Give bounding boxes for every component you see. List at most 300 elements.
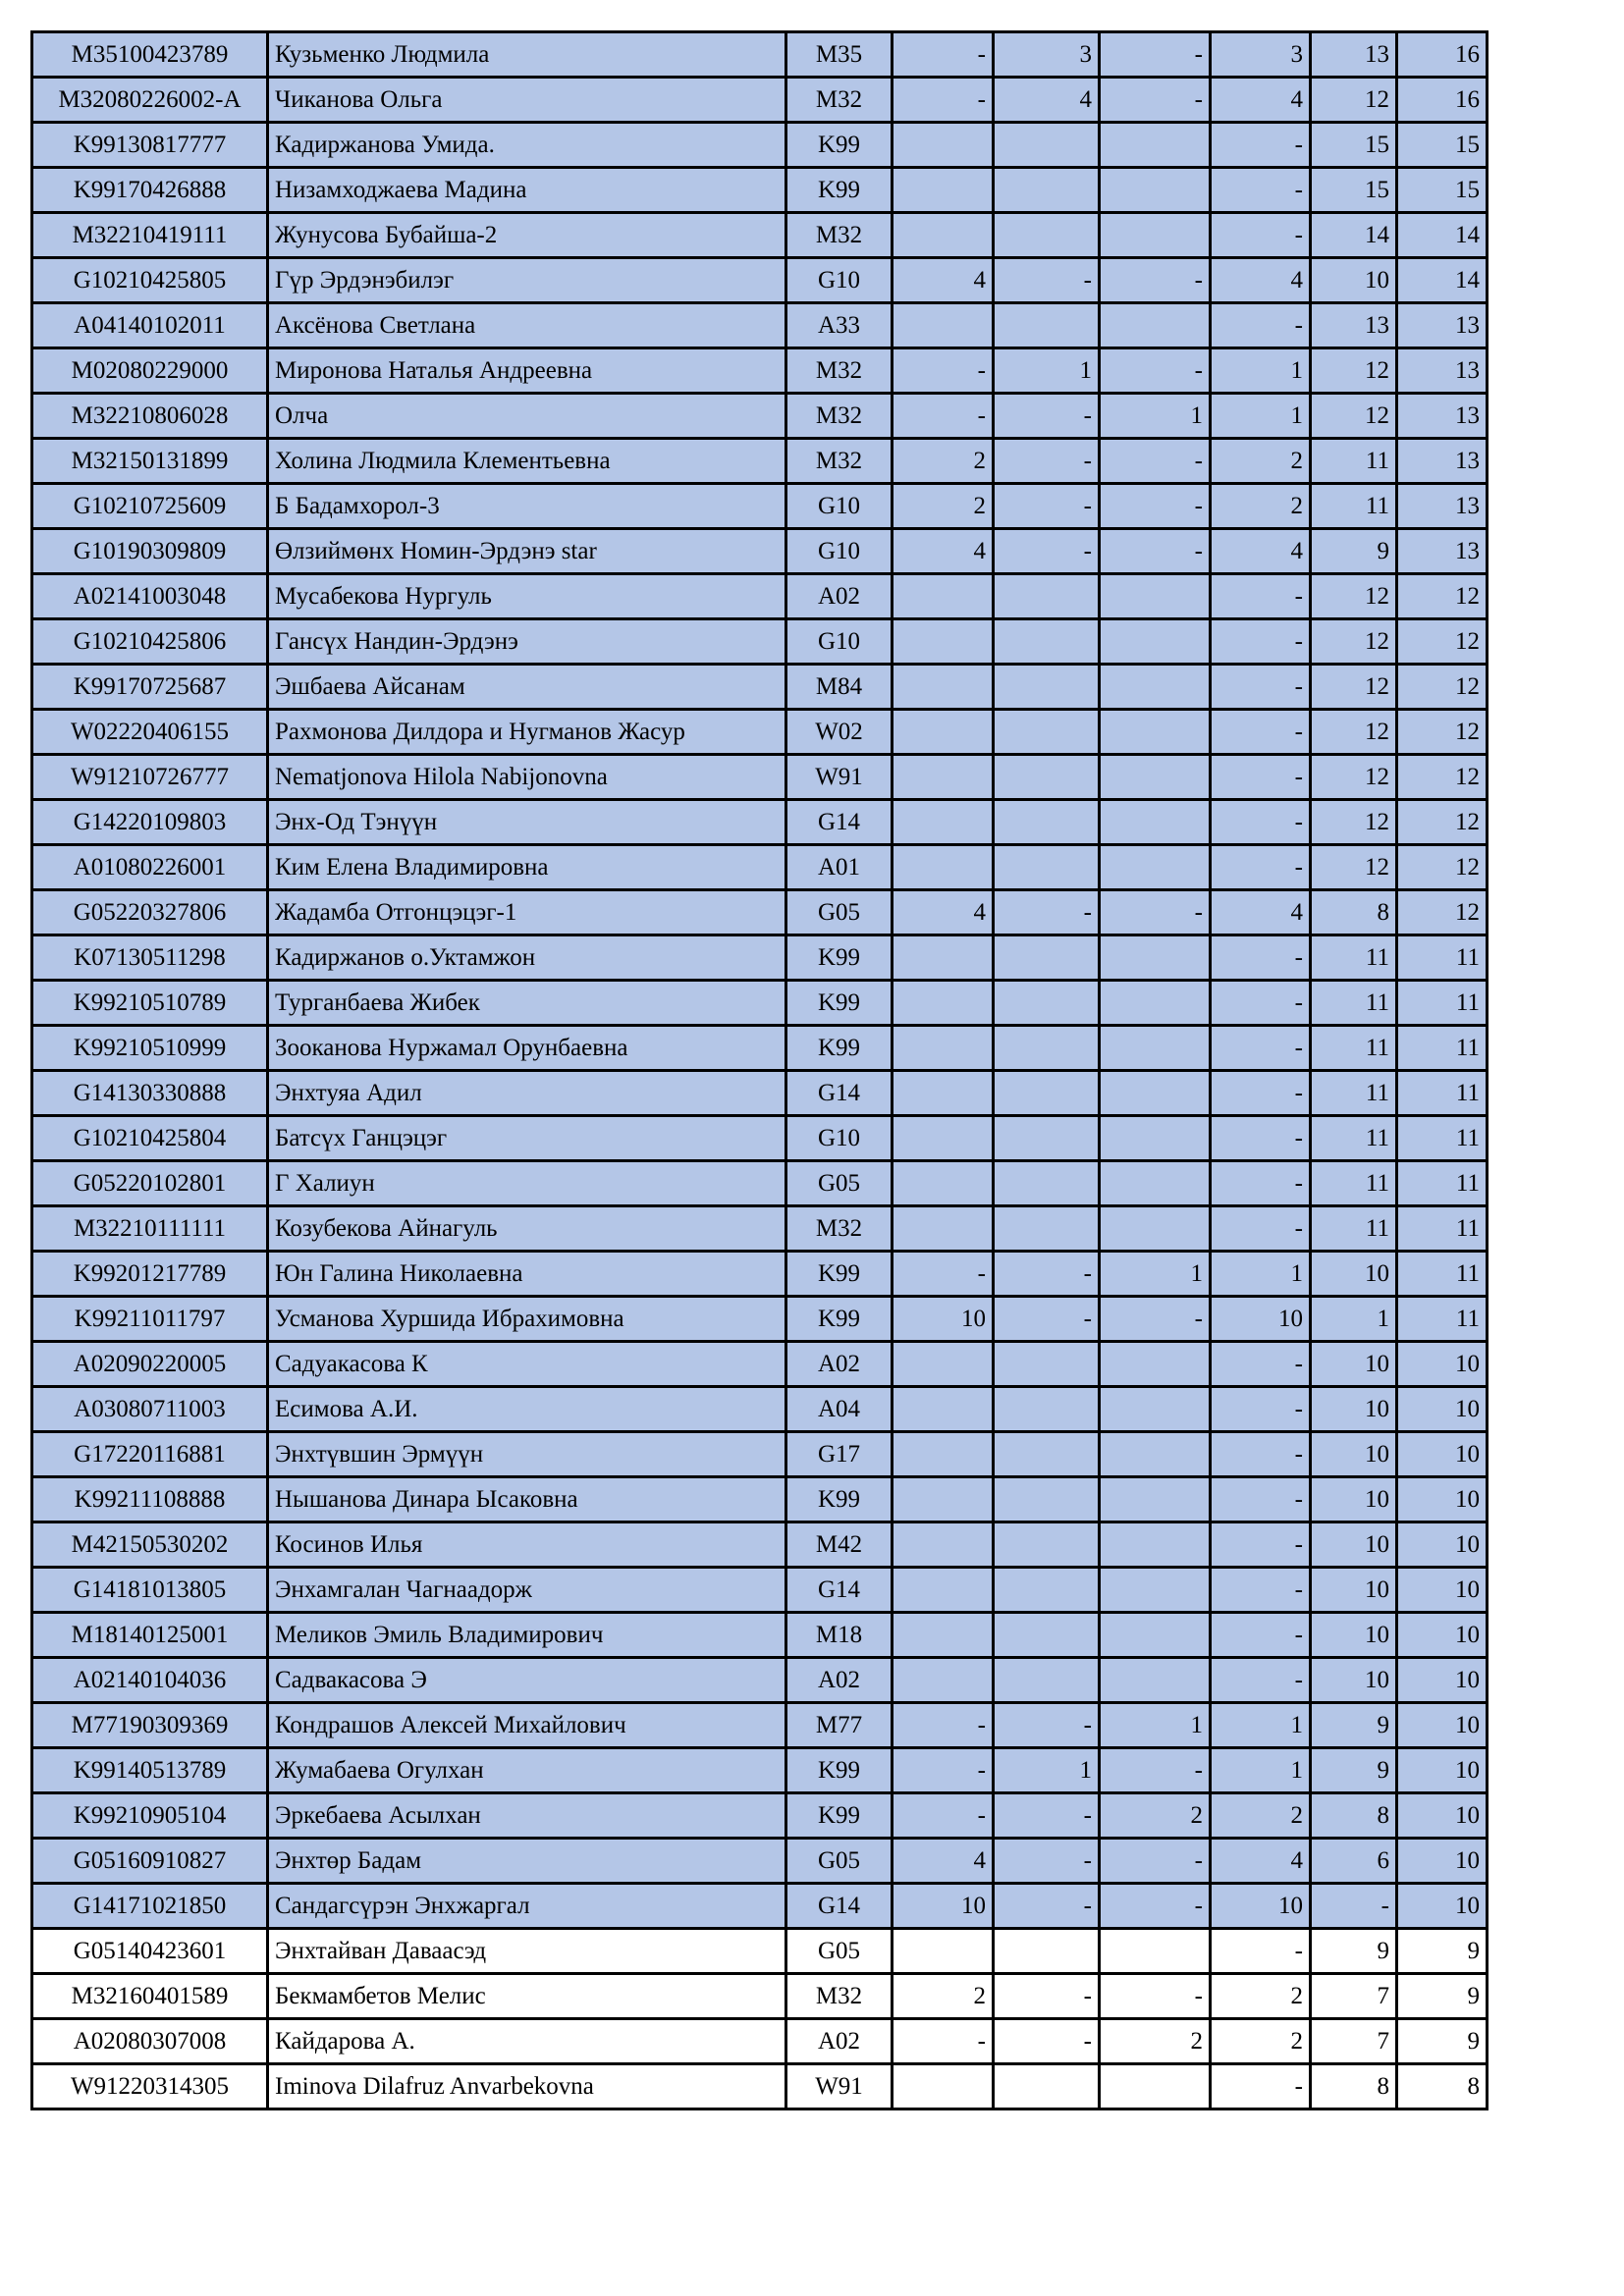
cell-id: A01080226001 [32,845,268,890]
cell-group-code: M18 [786,1613,893,1658]
cell-score-1 [893,981,994,1026]
cell-score-2 [994,303,1100,348]
cell-score-3 [1100,1658,1211,1703]
cell-score-2 [994,845,1100,890]
cell-score-2: - [994,258,1100,303]
cell-score-previous: 9 [1311,1703,1397,1748]
cell-score-3: 1 [1100,1703,1211,1748]
cell-score-total: 13 [1397,439,1488,484]
table-row [32,1432,1488,1477]
cell-score-total: 12 [1397,800,1488,845]
cell-id: M02080229000 [32,348,268,394]
cell-id: G05160910827 [32,1839,268,1884]
cell-id: K99210510999 [32,1026,268,1071]
cell-name: Косинов Илья [268,1522,786,1568]
cell-score-2: - [994,529,1100,574]
cell-score-sum: - [1211,1071,1311,1116]
cell-score-3 [1100,1342,1211,1387]
cell-id: M32210111111 [32,1206,268,1252]
cell-name: Усманова Хуршида Ибрахимовна [268,1297,786,1342]
cell-score-previous: 11 [1311,1206,1397,1252]
cell-name: Батсүх Ганцэцэг [268,1116,786,1161]
cell-score-1: - [893,78,994,123]
cell-score-1: - [893,394,994,439]
cell-score-total: 10 [1397,1658,1488,1703]
cell-id: K99170426888 [32,168,268,213]
cell-score-sum: - [1211,1206,1311,1252]
cell-score-2 [994,1568,1100,1613]
cell-score-2 [994,574,1100,619]
cell-group-code: G17 [786,1432,893,1477]
cell-group-code: M32 [786,394,893,439]
cell-score-previous: 8 [1311,1793,1397,1839]
table-row [32,529,1488,574]
table-row [32,1161,1488,1206]
cell-score-1: 4 [893,1839,994,1884]
cell-score-2: - [994,484,1100,529]
cell-name: Чиканова Ольга [268,78,786,123]
cell-score-2 [994,1929,1100,1974]
cell-score-2: - [994,1793,1100,1839]
cell-id: G10210725609 [32,484,268,529]
cell-name: Мусабекова Нургуль [268,574,786,619]
cell-score-sum: 1 [1211,1748,1311,1793]
cell-name: Жадамба Отгонцэцэг-1 [268,890,786,935]
cell-score-total: 11 [1397,1116,1488,1161]
cell-name: Nematjonova Hilola Nabijonovna [268,755,786,800]
cell-id: M18140125001 [32,1613,268,1658]
cell-score-2 [994,1026,1100,1071]
cell-score-3 [1100,303,1211,348]
cell-score-2 [994,1116,1100,1161]
table-row [32,78,1488,123]
cell-id: M32150131899 [32,439,268,484]
cell-score-2: - [994,394,1100,439]
cell-score-1 [893,1026,994,1071]
cell-score-sum: - [1211,123,1311,168]
cell-score-total: 10 [1397,1839,1488,1884]
cell-group-code: G10 [786,258,893,303]
cell-group-code: G14 [786,1884,893,1929]
cell-name: Юн Галина Николаевна [268,1252,786,1297]
table-row [32,1839,1488,1884]
cell-score-sum: - [1211,168,1311,213]
cell-score-1 [893,1522,994,1568]
cell-group-code: G14 [786,1071,893,1116]
cell-score-total: 9 [1397,1974,1488,2019]
cell-score-1: 4 [893,529,994,574]
cell-score-1: - [893,1252,994,1297]
table-row [32,1071,1488,1116]
cell-score-total: 11 [1397,1161,1488,1206]
cell-score-previous: 15 [1311,123,1397,168]
cell-group-code: M32 [786,1974,893,2019]
cell-score-sum: - [1211,1568,1311,1613]
cell-group-code: G14 [786,1568,893,1613]
cell-score-previous: 9 [1311,1929,1397,1974]
cell-name: Жунусова Бубайша-2 [268,213,786,258]
cell-score-total: 10 [1397,1613,1488,1658]
cell-score-sum: - [1211,1613,1311,1658]
cell-name: Козубекова Айнагуль [268,1206,786,1252]
cell-id: K99170725687 [32,665,268,710]
cell-score-total: 13 [1397,529,1488,574]
cell-name: Кузьменко Людмила [268,32,786,78]
cell-score-previous: 7 [1311,2019,1397,2064]
cell-score-total: 11 [1397,1026,1488,1071]
cell-id: M35100423789 [32,32,268,78]
cell-score-2 [994,1613,1100,1658]
cell-score-1 [893,213,994,258]
cell-score-2: 1 [994,348,1100,394]
cell-score-1: 4 [893,890,994,935]
cell-id: G10210425804 [32,1116,268,1161]
cell-score-total: 13 [1397,394,1488,439]
cell-name: Эркебаева Асылхан [268,1793,786,1839]
table-row [32,1206,1488,1252]
cell-score-2 [994,619,1100,665]
cell-group-code: G05 [786,1161,893,1206]
cell-score-1 [893,1071,994,1116]
cell-score-total: 12 [1397,845,1488,890]
cell-score-previous: 13 [1311,32,1397,78]
cell-name: Энхтуяа Адил [268,1071,786,1116]
cell-name: Б Бадамхорол-3 [268,484,786,529]
cell-score-1 [893,1929,994,1974]
cell-name: Есимова А.И. [268,1387,786,1432]
cell-score-1: - [893,32,994,78]
table-row [32,1568,1488,1613]
cell-score-2 [994,710,1100,755]
cell-score-total: 10 [1397,1342,1488,1387]
cell-score-2 [994,981,1100,1026]
cell-score-2 [994,1206,1100,1252]
cell-group-code: W91 [786,2064,893,2109]
cell-score-2: - [994,1974,1100,2019]
cell-score-1 [893,619,994,665]
cell-id: G14130330888 [32,1071,268,1116]
cell-score-sum: 1 [1211,394,1311,439]
cell-score-1 [893,303,994,348]
cell-score-sum: 4 [1211,1839,1311,1884]
cell-score-total: 13 [1397,484,1488,529]
cell-score-1 [893,1161,994,1206]
cell-name: Бекмамбетов Мелис [268,1974,786,2019]
cell-score-2: 1 [994,1748,1100,1793]
cell-score-2 [994,935,1100,981]
cell-score-total: 10 [1397,1432,1488,1477]
cell-score-3 [1100,1929,1211,1974]
results-table [30,30,1489,2110]
cell-score-sum: 4 [1211,78,1311,123]
cell-score-previous: 6 [1311,1839,1397,1884]
cell-id: W91220314305 [32,2064,268,2109]
cell-score-1 [893,1387,994,1432]
cell-score-1: 10 [893,1884,994,1929]
cell-score-1 [893,168,994,213]
cell-id: G10210425806 [32,619,268,665]
cell-score-previous: 11 [1311,1071,1397,1116]
cell-id: K99140513789 [32,1748,268,1793]
table-row [32,348,1488,394]
cell-score-total: 10 [1397,1793,1488,1839]
cell-score-previous: 10 [1311,1658,1397,1703]
cell-group-code: M32 [786,213,893,258]
table-row [32,665,1488,710]
cell-score-3 [1100,1071,1211,1116]
table-row [32,1974,1488,2019]
cell-score-total: 11 [1397,981,1488,1026]
cell-score-sum: - [1211,574,1311,619]
cell-group-code: K99 [786,123,893,168]
table-row [32,710,1488,755]
cell-score-sum: - [1211,1387,1311,1432]
cell-group-code: K99 [786,1252,893,1297]
cell-group-code: K99 [786,935,893,981]
cell-score-sum: - [1211,1477,1311,1522]
table-row [32,168,1488,213]
cell-score-sum: - [1211,981,1311,1026]
table-row [32,574,1488,619]
cell-score-total: 10 [1397,1387,1488,1432]
cell-score-1: - [893,1748,994,1793]
cell-score-3: 2 [1100,2019,1211,2064]
cell-group-code: K99 [786,1026,893,1071]
cell-name: Ким Елена Владимировна [268,845,786,890]
cell-score-total: 12 [1397,710,1488,755]
cell-score-3: - [1100,439,1211,484]
cell-score-sum: 1 [1211,348,1311,394]
cell-score-2: - [994,1839,1100,1884]
cell-score-2: - [994,439,1100,484]
cell-name: Рахмонова Дилдора и Нугманов Жасур [268,710,786,755]
cell-name: Садвакасова Э [268,1658,786,1703]
cell-score-1 [893,755,994,800]
cell-score-sum: 2 [1211,1793,1311,1839]
cell-id: M32210419111 [32,213,268,258]
cell-score-total: 10 [1397,1884,1488,1929]
cell-score-previous: 12 [1311,574,1397,619]
cell-score-3: - [1100,890,1211,935]
cell-id: W02220406155 [32,710,268,755]
cell-score-2 [994,1387,1100,1432]
cell-score-previous: 11 [1311,439,1397,484]
cell-score-sum: 4 [1211,258,1311,303]
cell-score-sum: 4 [1211,890,1311,935]
cell-id: G10210425805 [32,258,268,303]
table-row [32,890,1488,935]
cell-score-previous: 8 [1311,890,1397,935]
cell-score-2 [994,1522,1100,1568]
cell-score-3 [1100,1568,1211,1613]
cell-score-previous: 12 [1311,845,1397,890]
cell-score-total: 13 [1397,303,1488,348]
cell-score-previous: - [1311,1884,1397,1929]
cell-score-3: - [1100,1839,1211,1884]
cell-score-total: 11 [1397,1071,1488,1116]
cell-name: Турганбаева Жибек [268,981,786,1026]
cell-name: Энхамгалан Чагнаадорж [268,1568,786,1613]
table-row [32,303,1488,348]
table-row [32,619,1488,665]
cell-score-total: 8 [1397,2064,1488,2109]
cell-score-3 [1100,935,1211,981]
cell-score-total: 12 [1397,574,1488,619]
cell-id: G17220116881 [32,1432,268,1477]
cell-score-total: 11 [1397,1206,1488,1252]
cell-score-previous: 12 [1311,800,1397,845]
cell-score-3 [1100,755,1211,800]
cell-score-3: - [1100,78,1211,123]
cell-score-3: - [1100,1884,1211,1929]
cell-id: G05220102801 [32,1161,268,1206]
cell-name: Садуакасова К [268,1342,786,1387]
cell-score-total: 12 [1397,665,1488,710]
cell-score-sum: - [1211,619,1311,665]
cell-score-sum: - [1211,1026,1311,1071]
cell-score-previous: 10 [1311,1342,1397,1387]
cell-score-1: 2 [893,439,994,484]
cell-name: Гүр Эрдэнэбилэг [268,258,786,303]
cell-group-code: K99 [786,1477,893,1522]
cell-score-2: - [994,1297,1100,1342]
cell-score-3 [1100,619,1211,665]
table-row [32,1658,1488,1703]
cell-score-3 [1100,1387,1211,1432]
cell-score-previous: 11 [1311,935,1397,981]
table-row [32,394,1488,439]
cell-score-2 [994,2064,1100,2109]
cell-score-1 [893,1613,994,1658]
cell-score-total: 12 [1397,619,1488,665]
cell-score-total: 10 [1397,1703,1488,1748]
cell-score-sum: - [1211,1116,1311,1161]
cell-name: Нышанова Динара Ысаковна [268,1477,786,1522]
cell-score-total: 9 [1397,1929,1488,1974]
cell-score-1 [893,665,994,710]
table-row [32,935,1488,981]
table-row [32,1522,1488,1568]
cell-name: Кадиржанов о.Уктамжон [268,935,786,981]
cell-name: Энх-Од Тэнүүн [268,800,786,845]
cell-id: M42150530202 [32,1522,268,1568]
cell-score-total: 14 [1397,258,1488,303]
cell-group-code: A01 [786,845,893,890]
cell-score-1: - [893,348,994,394]
cell-score-total: 16 [1397,32,1488,78]
cell-id: M32160401589 [32,1974,268,2019]
cell-score-3: - [1100,1974,1211,2019]
cell-score-1: 2 [893,484,994,529]
table-row [32,2019,1488,2064]
cell-score-2: - [994,890,1100,935]
cell-score-2 [994,1071,1100,1116]
cell-name: Сандагсүрэн Энхжаргал [268,1884,786,1929]
table-row [32,1613,1488,1658]
cell-group-code: M35 [786,32,893,78]
cell-id: G14171021850 [32,1884,268,1929]
cell-group-code: A04 [786,1387,893,1432]
table-row [32,981,1488,1026]
cell-score-sum: - [1211,1929,1311,1974]
cell-group-code: G05 [786,1839,893,1884]
cell-score-previous: 11 [1311,484,1397,529]
cell-score-sum: - [1211,800,1311,845]
table-row [32,755,1488,800]
cell-score-1: 2 [893,1974,994,2019]
cell-score-previous: 9 [1311,1748,1397,1793]
cell-score-3 [1100,123,1211,168]
cell-group-code: A33 [786,303,893,348]
cell-id: K07130511298 [32,935,268,981]
cell-score-2 [994,213,1100,258]
cell-group-code: M32 [786,439,893,484]
cell-score-3 [1100,168,1211,213]
cell-score-3 [1100,845,1211,890]
cell-score-total: 9 [1397,2019,1488,2064]
cell-score-previous: 10 [1311,258,1397,303]
cell-score-1: - [893,2019,994,2064]
cell-name: Холина Людмила Клементьевна [268,439,786,484]
cell-score-previous: 12 [1311,78,1397,123]
table-row [32,1748,1488,1793]
cell-score-1 [893,845,994,890]
cell-group-code: M42 [786,1522,893,1568]
cell-group-code: A02 [786,1342,893,1387]
cell-score-2 [994,1432,1100,1477]
cell-id: G14181013805 [32,1568,268,1613]
cell-id: K99210510789 [32,981,268,1026]
cell-score-3 [1100,574,1211,619]
cell-id: G05140423601 [32,1929,268,1974]
cell-score-3 [1100,981,1211,1026]
cell-score-previous: 10 [1311,1432,1397,1477]
cell-score-1 [893,1116,994,1161]
cell-score-total: 15 [1397,123,1488,168]
cell-score-sum: - [1211,1161,1311,1206]
cell-id: A02080307008 [32,2019,268,2064]
table-row [32,1297,1488,1342]
table-row [32,213,1488,258]
cell-score-1: 10 [893,1297,994,1342]
cell-score-3: - [1100,258,1211,303]
cell-name: Энхтөр Бадам [268,1839,786,1884]
cell-id: A04140102011 [32,303,268,348]
cell-id: A02141003048 [32,574,268,619]
cell-score-3 [1100,710,1211,755]
cell-score-previous: 15 [1311,168,1397,213]
cell-score-2 [994,1477,1100,1522]
cell-name: Аксёнова Светлана [268,303,786,348]
cell-id: M32210806028 [32,394,268,439]
cell-score-sum: 2 [1211,1974,1311,2019]
cell-id: W91210726777 [32,755,268,800]
table-row [32,439,1488,484]
cell-score-sum: 2 [1211,2019,1311,2064]
table-body [32,32,1488,2109]
cell-group-code: M84 [786,665,893,710]
cell-score-total: 12 [1397,755,1488,800]
cell-score-1: - [893,1703,994,1748]
cell-score-total: 10 [1397,1568,1488,1613]
cell-group-code: G05 [786,1929,893,1974]
table-row [32,1477,1488,1522]
cell-score-sum: - [1211,1432,1311,1477]
cell-score-1 [893,1206,994,1252]
table-row [32,123,1488,168]
cell-name: Гансүх Нандин-Эрдэнэ [268,619,786,665]
table-row [32,258,1488,303]
